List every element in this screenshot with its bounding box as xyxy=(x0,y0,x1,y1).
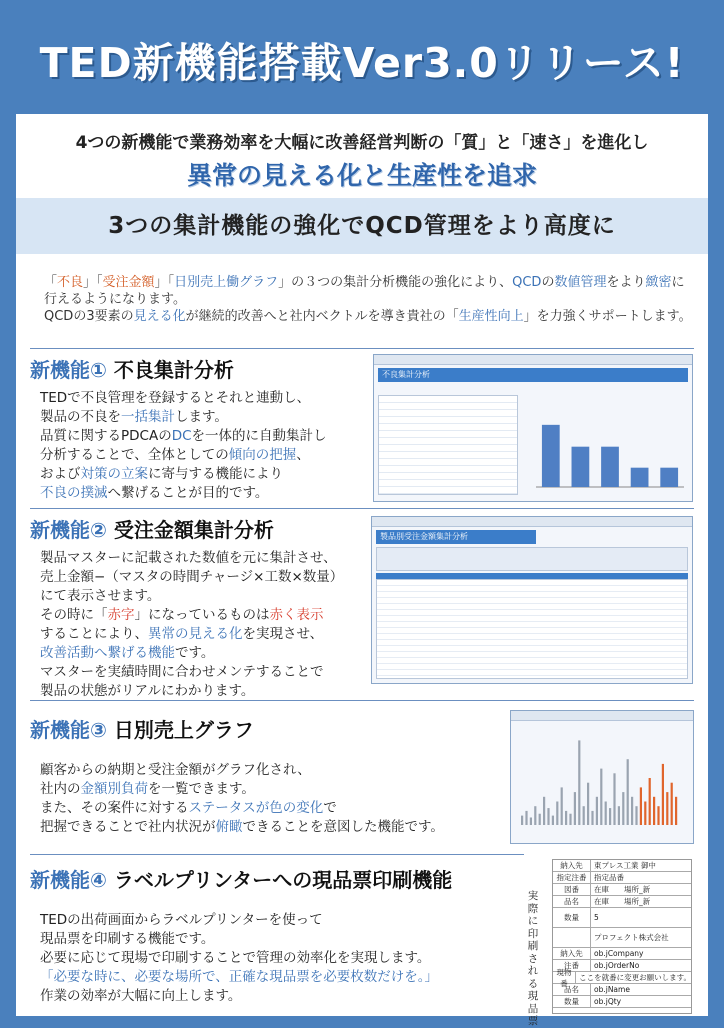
label-key: 納入先 xyxy=(553,860,591,871)
label-key: 指定注番 xyxy=(553,872,591,883)
label-row xyxy=(553,884,691,896)
content-sheet xyxy=(16,114,708,1027)
daily-sales-bar xyxy=(644,802,646,826)
daily-sales-bar xyxy=(622,792,624,825)
label-row xyxy=(553,860,691,872)
label-value: ob.jCompany xyxy=(594,949,644,958)
daily-sales-bar xyxy=(565,811,567,825)
daily-sales-bar xyxy=(635,806,637,825)
divider xyxy=(30,348,694,349)
label-value: ob.jName xyxy=(594,985,630,994)
daily-sales-chart xyxy=(515,725,689,839)
feature-1-heading: 新機能① 不良集計分析 xyxy=(30,358,234,382)
daily-sales-bar xyxy=(578,740,580,825)
defect-bar xyxy=(601,447,619,487)
daily-sales-bar xyxy=(591,811,593,825)
label-value: プロフェクト株式会社 xyxy=(594,933,669,942)
band-text: 3つの集計機能の強化でQCD管理をより高度に xyxy=(108,213,616,239)
shipping-label-sample xyxy=(552,859,692,1014)
label-value: 在庫 場所_新 xyxy=(594,885,651,894)
label-value: 指定品番 xyxy=(594,873,624,882)
feature-3-text: 顧客からの納期と受注金額がグラフ化され、 社内の金額別負荷を一覧できます。 また、その案件に対するステータスが色の変化で 把握できることで社内状況が俯瞰できることを意図した機能です。 xyxy=(40,762,444,835)
label-key: 品名 xyxy=(553,896,591,907)
label-key xyxy=(553,928,591,947)
defect-bar xyxy=(631,468,649,487)
label-key: 現物番 xyxy=(553,972,576,983)
feature-2-heading: 新機能② 受注金額集計分析 xyxy=(30,518,274,542)
daily-sales-bar xyxy=(653,797,655,825)
daily-sales-bar xyxy=(552,816,554,825)
daily-sales-bar xyxy=(649,778,651,825)
label-row xyxy=(553,967,691,988)
defect-bar xyxy=(542,425,560,487)
daily-sales-bar xyxy=(543,797,545,825)
defect-bar-chart xyxy=(522,395,688,499)
label-row xyxy=(553,872,691,884)
daily-sales-bar xyxy=(671,783,673,825)
daily-sales-bar xyxy=(569,814,571,825)
daily-sales-bar xyxy=(596,797,598,825)
daily-sales-bar xyxy=(539,814,541,825)
daily-sales-bar xyxy=(657,806,659,825)
daily-sales-bar xyxy=(609,808,611,825)
label-key: 数量 xyxy=(553,908,591,927)
label-value: 東プレス工業 御中 xyxy=(594,861,656,870)
daily-sales-bar xyxy=(574,792,576,825)
label-key: 数量 xyxy=(553,996,591,1007)
feature-4-text: TEDの出荷画面からラベルプリンターを使って 現品票を印刷する機能です。 必要に応じて現場で印刷することで管理の効率化を実現します。 「必要な時に、必要な場所で、正確な現品票を必要枚数だけを。」 作業の効率が大幅に向上します。 xyxy=(40,912,438,1004)
daily-sales-bar xyxy=(583,806,585,825)
label-row xyxy=(553,996,691,1008)
section-band xyxy=(16,198,708,254)
intro-paragraph: 「不良」「受注金額」「日別売上働グラフ」の３つの集計分析機能の強化により、QCDの数値管理をより緻密に行えるようになります。 QCDの3要素の見える化が継続的改善へと社内ベクトルを導き貴社の「生産性向上」を力強くサポートします。 xyxy=(44,275,692,324)
label-row xyxy=(553,896,691,908)
daily-sales-bar xyxy=(587,783,589,825)
daily-sales-bar xyxy=(530,817,532,825)
lead-line-2: 異常の見える化と生産性を追求 xyxy=(186,161,537,190)
daily-sales-bar xyxy=(547,808,549,825)
divider xyxy=(30,700,694,701)
daily-sales-bar xyxy=(631,797,633,825)
label-key: 納入先 xyxy=(553,948,591,959)
label-row xyxy=(553,984,691,996)
divider xyxy=(30,854,524,855)
defect-bar xyxy=(572,447,590,487)
label-key: 図番 xyxy=(553,884,591,895)
daily-sales-bar xyxy=(600,769,602,825)
daily-sales-bar xyxy=(561,787,563,825)
daily-sales-bar xyxy=(666,792,668,825)
feature-1-text: TEDで不良管理を登録するとそれと連動し、 製品の不良を一括集計します。 品質に関するPDCAのDCを一体的に自動集計し 分析することで、全体としての傾向の把握、 および対策の立案に寄与する機能により 不良の撲滅へ繋げることが目的です。 xyxy=(40,390,327,501)
daily-sales-bar xyxy=(521,816,523,825)
label-value: ob.jOrderNo xyxy=(594,961,640,970)
daily-sales-bar xyxy=(618,806,620,825)
daily-sales-screenshot xyxy=(510,710,694,844)
feature-2-text: 製品マスターに記載された数値を元に集計させ、 売上金額−（マスタの時間チャージ×工数×数量） にて表示させます。 その時に「赤字」になっているものは赤く表示 することにより、異常の見える化を実現させ、 改善活動へ繋げる機能です。 マスターを実績時間に合わせメンテすることで 製品の状態がリアルにわかります。 xyxy=(40,550,344,699)
daily-sales-bar xyxy=(556,802,558,826)
daily-sales-bar xyxy=(627,759,629,825)
feature-3 xyxy=(30,714,500,837)
label-caption: 実際に印刷される現品票 xyxy=(527,890,539,1027)
daily-sales-bar xyxy=(525,811,527,825)
label-row xyxy=(553,908,691,928)
feature-4-heading: 新機能④ ラベルプリンターへの現品票印刷機能 xyxy=(30,868,453,892)
label-value: 5 xyxy=(594,913,599,922)
daily-sales-bar xyxy=(613,773,615,825)
daily-sales-bar xyxy=(675,797,677,825)
feature-3-heading: 新機能③ 日別売上グラフ xyxy=(30,718,254,742)
label-row xyxy=(553,928,691,948)
daily-sales-bar xyxy=(640,787,642,825)
feature-1 xyxy=(30,354,370,503)
defect-bar xyxy=(660,468,678,487)
lead-line-1: 4つの新機能で業務効率を大幅に改善経営判断の「質」と「速さ」を進化し xyxy=(75,133,649,153)
label-key: 注番 xyxy=(553,960,591,971)
feature-4 xyxy=(30,864,520,1006)
label-key: 品名 xyxy=(553,984,591,995)
label-row xyxy=(553,948,691,960)
daily-sales-bar xyxy=(534,806,536,825)
divider xyxy=(30,508,694,509)
page-title: TED新機能搭載Ver3.0リリース! xyxy=(39,39,685,87)
label-value: ここを就番に変更お願いします。 xyxy=(579,973,691,982)
label-value: ob.jQty xyxy=(594,997,622,1006)
order-amount-screenshot: 製品別受注金額集計分析 xyxy=(371,516,693,684)
defect-analysis-screenshot: 不良集計分析 xyxy=(373,354,693,502)
daily-sales-bar xyxy=(605,802,607,826)
daily-sales-bar xyxy=(662,764,664,825)
label-value: 在庫 場所_新 xyxy=(594,897,651,906)
feature-2 xyxy=(30,514,380,701)
